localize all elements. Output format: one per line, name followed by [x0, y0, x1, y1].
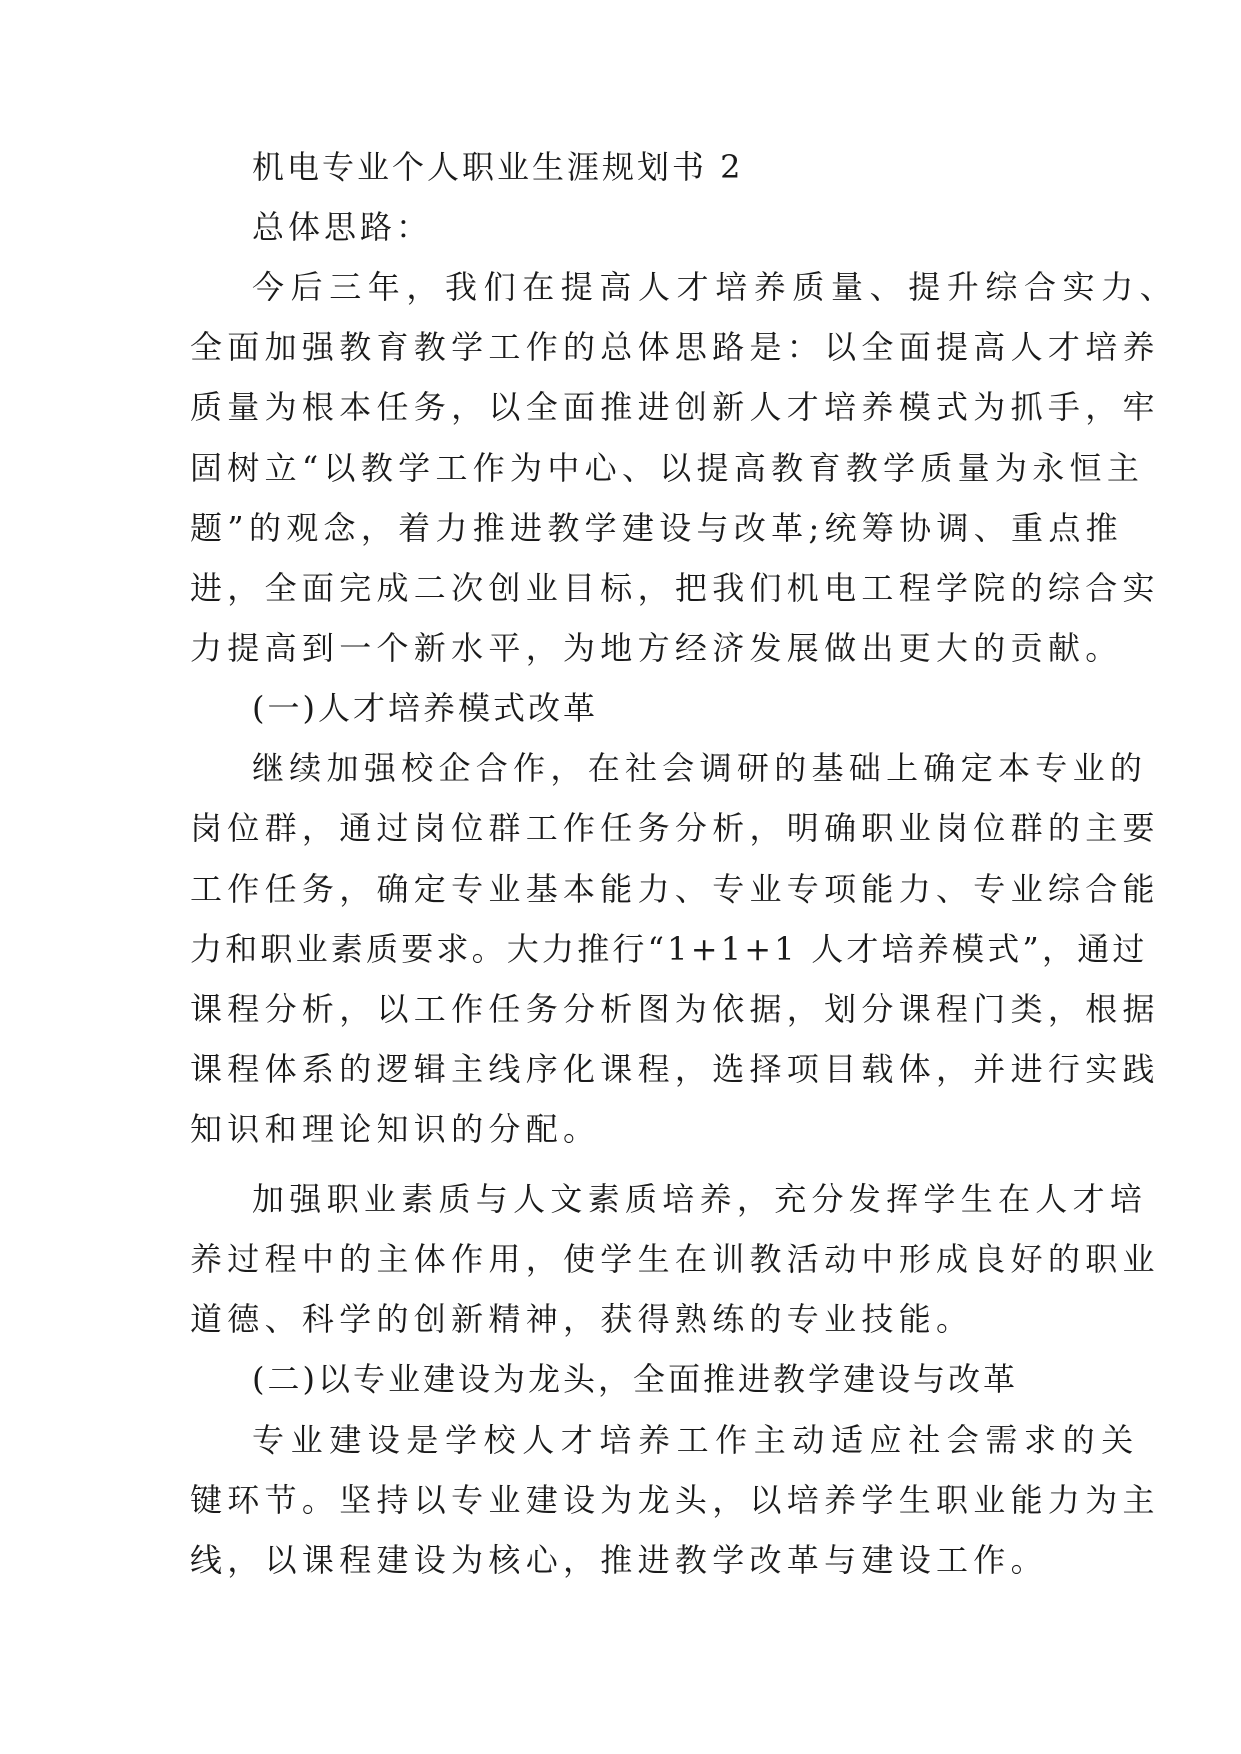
paragraph-line: 全面加强教育教学工作的总体思路是：以全面提高人才培养 [190, 328, 1160, 366]
paragraph-line: 课程分析，以工作任务分析图为依据，划分课程门类，根据 [190, 990, 1160, 1028]
paragraph-line: 知识和理论知识的分配。 [190, 1110, 601, 1148]
section1-heading: (一)人才培养模式改革 [252, 689, 598, 727]
paragraph-line: 进，全面完成二次创业目标，把我们机电工程学院的综合实 [190, 569, 1160, 607]
section2-heading: (二)以专业建设为龙头，全面推进教学建设与改革 [252, 1360, 1018, 1398]
paragraph-line: 题”的观念，着力推进教学建设与改革;统筹协调、重点推 [190, 509, 1123, 547]
paragraph-line: 加强职业素质与人文素质培养，充分发挥学生在人才培 [252, 1180, 1148, 1218]
paragraph-line: 今后三年，我们在提高人才培养质量、提升综合实力、 [252, 268, 1179, 306]
paragraph-line: 键环节。坚持以专业建设为龙头，以培养学生职业能力为主 [190, 1481, 1160, 1519]
paragraph-line: 力提高到一个新水平，为地方经济发展做出更大的贡献。 [190, 629, 1123, 667]
paragraph-line: 继续加强校企合作，在社会调研的基础上确定本专业的 [252, 749, 1148, 787]
paragraph-line: 岗位群，通过岗位群工作任务分析，明确职业岗位群的主要 [190, 809, 1160, 847]
paragraph-line: 道德、科学的创新精神，获得熟练的专业技能。 [190, 1300, 974, 1338]
paragraph-line: 力和职业素质要求。大力推行“1+1+1 人才培养模式”，通过 [190, 930, 1148, 968]
paragraph-line: 专业建设是学校人才培养工作主动适应社会需求的关 [252, 1421, 1140, 1459]
paragraph-line: 工作任务，确定专业基本能力、专业专项能力、专业综合能 [190, 870, 1160, 908]
paragraph-line: 养过程中的主体作用，使学生在训教活动中形成良好的职业 [190, 1240, 1160, 1278]
paragraph-line: 课程体系的逻辑主线序化课程，选择项目载体，并进行实践 [190, 1050, 1160, 1088]
heading-overall: 总体思路： [252, 208, 433, 246]
paragraph-line: 质量为根本任务，以全面推进创新人才培养模式为抓手，牢 [190, 388, 1160, 426]
document-title: 机电专业个人职业生涯规划书 2 [252, 148, 744, 186]
paragraph-line: 线，以课程建设为核心，推进教学改革与建设工作。 [190, 1541, 1048, 1579]
paragraph-line: 固树立“以教学工作为中心、以提高教育教学质量为永恒主 [190, 449, 1145, 487]
